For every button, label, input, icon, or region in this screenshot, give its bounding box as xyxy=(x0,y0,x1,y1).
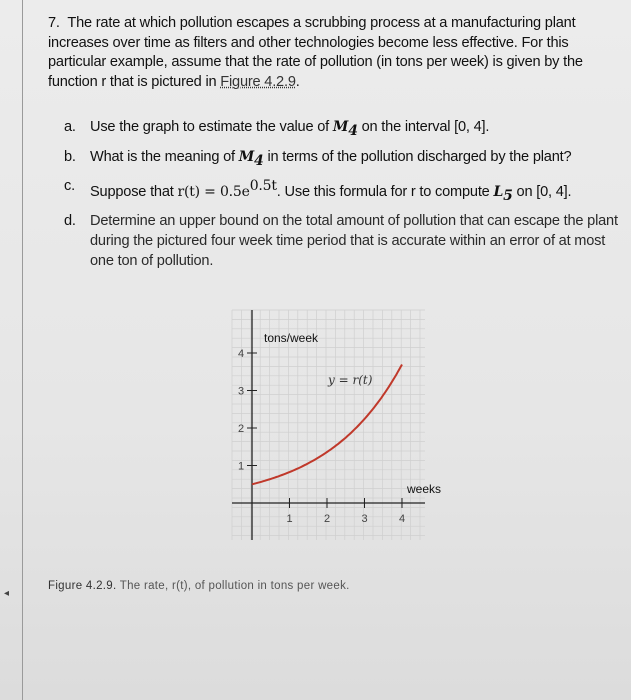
part-c-var: L xyxy=(493,183,504,200)
curve-r-of-t xyxy=(252,365,402,485)
y-tick-label: 1 xyxy=(237,460,245,473)
y-axis-label: tons/week xyxy=(264,331,319,345)
x-axis-label: weeks xyxy=(407,482,442,496)
part-c-formula: r(t) = 0.5e xyxy=(177,183,250,200)
part-b-label: b. xyxy=(64,148,76,165)
x-tick-label: 1 xyxy=(286,513,293,525)
question-body: The rate at which pollution escapes a scrubbing process at a manufacturing plant increases over time as filters and other technologies become less effective. For this particular example, assume that the rate of pollution (in tons per week) is given by the function r that is pictured in xyxy=(48,15,583,90)
caption-text: The rate, r(t), of pollution in tons per week. xyxy=(119,580,350,592)
caption-label: Figure 4.2.9. xyxy=(48,580,117,592)
y-tick-label: 2 xyxy=(237,423,245,435)
part-a-after: on the interval [0, 4]. xyxy=(361,119,490,135)
side-mark-icon: ◂ xyxy=(4,588,10,599)
x-tick-label: 3 xyxy=(361,513,368,525)
part-a-before: Use the graph to estimate the value of xyxy=(90,119,330,135)
part-c-label: c. xyxy=(64,178,75,194)
question-number: 7. xyxy=(48,15,60,31)
part-b-sub: 4 xyxy=(254,152,264,169)
curve-label: y = r(t) xyxy=(328,373,373,387)
y-tick-label: 4 xyxy=(237,348,245,360)
part-a-var: M xyxy=(332,119,349,135)
part-d-label: d. xyxy=(64,213,76,230)
part-a-label: a. xyxy=(64,119,76,135)
part-b-after: in terms of the pollution discharged by the plant? xyxy=(267,148,572,165)
x-tick-label: 2 xyxy=(323,513,331,525)
part-c-before: Suppose that xyxy=(90,183,174,200)
part-b-var: M xyxy=(238,148,255,165)
figure-link[interactable]: Figure 4.2.9 xyxy=(220,73,296,90)
figure-caption xyxy=(48,580,350,592)
part-d-text: Determine an upper bound on the total amount of pollution that can escape the plant during the pictured four week time period that is accurate within an error of at most one ton of pollution. xyxy=(90,213,618,269)
part-c-exponent: 0.5t xyxy=(249,178,277,194)
part-c-after: on [0, 4]. xyxy=(516,183,572,200)
part-c-middle: . Use this formula for r to compute xyxy=(276,183,490,200)
part-c-sub: 5 xyxy=(503,187,513,204)
graph-ticks xyxy=(238,348,405,525)
y-tick-label: 3 xyxy=(237,385,245,398)
part-a-sub: 4 xyxy=(348,122,358,139)
graph-grid xyxy=(232,310,425,540)
question-period: . xyxy=(295,73,300,90)
part-b-before: What is the meaning of xyxy=(90,148,235,165)
graph-axes xyxy=(232,310,425,540)
x-tick-label: 4 xyxy=(398,513,406,525)
